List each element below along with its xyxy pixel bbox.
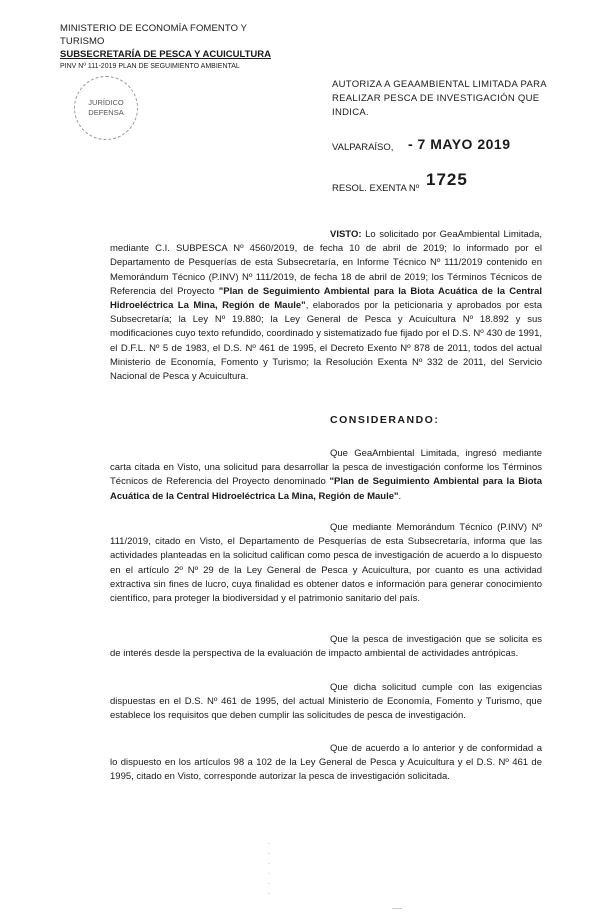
considerando-heading: CONSIDERANDO: xyxy=(330,414,440,426)
considerando-paragraph-3: Que la pesca de investigación que se solicita es de interés desde la perspectiva de la evaluación de impacto ambiental de actividades antrópicas. xyxy=(110,634,542,660)
considerando-paragraph-1 xyxy=(110,447,542,504)
stamp-line-1: JURÍDICO xyxy=(88,98,124,107)
date-stamp: - 7 MAYO 2019 xyxy=(408,136,511,152)
visto-label: VISTO: xyxy=(330,229,362,240)
official-stamp xyxy=(74,76,138,140)
considerando-paragraph-5: Que de acuerdo a lo anterior y de conformidad a lo dispuesto en los artículos 98 a 102 de la Ley General de Pesca y Acuicultura y el D.S. Nº 461 de 1995, citado en Visto, corresponde autorizar la pesca de investigación solicitada. xyxy=(110,743,542,783)
resolution-title-line-2: REALIZAR PESCA DE INVESTIGACIÓN QUE INDICA. xyxy=(332,93,540,118)
resolution-title xyxy=(332,78,562,120)
considerando-paragraph-4: Que dicha solicitud cumple con las exigencias dispuestas en el D.S. Nº 461 de 1995, del actual Ministerio de Economía, Fomento y Turismo, que establece los requisitos que deben cumplir las solicitudes de pesca de investigación. xyxy=(110,682,542,722)
stamp-line-2: DEFENSA xyxy=(88,108,124,117)
p1-text-pre: Que GeaAmbiental Limitada, ingresó mediante carta citada en Visto, una solicitud para desarrollar la pesca de investigación conforme los Términos Técnicos de Referencia del Proyecto denominado xyxy=(110,448,542,488)
p1-text-post: . xyxy=(398,490,402,502)
visto-project-name: "Plan de Seguimiento Ambiental para la Biota Acuática de la Central Hidroeléctrica La Mina, Región de Maule" xyxy=(110,285,542,312)
place-label: VALPARAÍSO, xyxy=(332,142,394,153)
resolution-label: RESOL. EXENTA Nº xyxy=(332,183,420,194)
visto-text-post: , elaborados por la peticionaria y aprobados por esta Subsecretaría; la Ley Nº 19.880; la Ley General de Pesca y Acuicultura Nº 18.892 y sus modificaciones cuyo texto refundido, coordinado y sistematizado fue fijado por el D.S. Nº 430 de 1991, el D.F.L. Nº 5 de 1983, el D.S. Nº 461 de 1995, el Decreto Exento Nº 878 de 2011, todos del actual Ministerio de Economía, Fomento y Turismo; la Resolución Exenta Nº 332 de 2011, del Servicio Nacional de Pesca y Acuicultura. xyxy=(110,300,542,383)
visto-text-pre: Lo solicitado por GeaAmbiental Limitada, mediante C.I. SUBPESCA Nº 4560/2019, de fecha 10 de abril de 2019; lo informado por el Departamento de Pesquerías de esta Subsecretaría, en Informe Técnico Nº 111/2019 contenido en Memorándum Técnico (P.INV) Nº 111/2019, de fecha 18 de abril de 2019; los Términos Técnicos de Referencia del Proyecto xyxy=(110,229,542,297)
resolution-number: 1725 xyxy=(426,170,468,189)
ministry-name: MINISTERIO DE ECONOMÍA FOMENTO Y TURISMO xyxy=(60,23,247,47)
footer-mark: ___ xyxy=(392,903,403,909)
considerando-paragraph-2: Que mediante Memorándum Técnico (P.INV) Nº 111/2019, citado en Visto, el Departamento de Pesquerías de esta Subsecretaría, informa que las actividades planteadas en la solicitud califican como pesca de investigación de acuerdo a lo dispuesto en el artículo 2º Nº 29 de la Ley General de Pesca y Acuicultura, por cuanto es una actividad extractiva sin fines de lucro, cuya finalidad es obtener datos e información para generar conocimiento científico, para proteger la biodiversidad y el patrimonio sanitario del país. xyxy=(110,522,542,605)
letterhead xyxy=(60,22,280,73)
resolution-title-line-1: AUTORIZA A GEAAMBIENTAL LIMITADA PARA xyxy=(332,79,547,90)
p1-project-name: "Plan de Seguimiento Ambiental para la Biota Acuática de la Central Hidroeléctrica La Mina, Región de Maule" xyxy=(110,476,542,502)
document-reference: PINV Nº 111-2019 PLAN DE SEGUIMIENTO AMBIENTAL xyxy=(60,63,240,70)
visto-paragraph xyxy=(110,228,542,384)
margin-marks: . . . . . . xyxy=(268,840,270,896)
subsecretaria-name: SUBSECRETARÍA DE PESCA Y ACUICULTURA xyxy=(60,49,271,60)
